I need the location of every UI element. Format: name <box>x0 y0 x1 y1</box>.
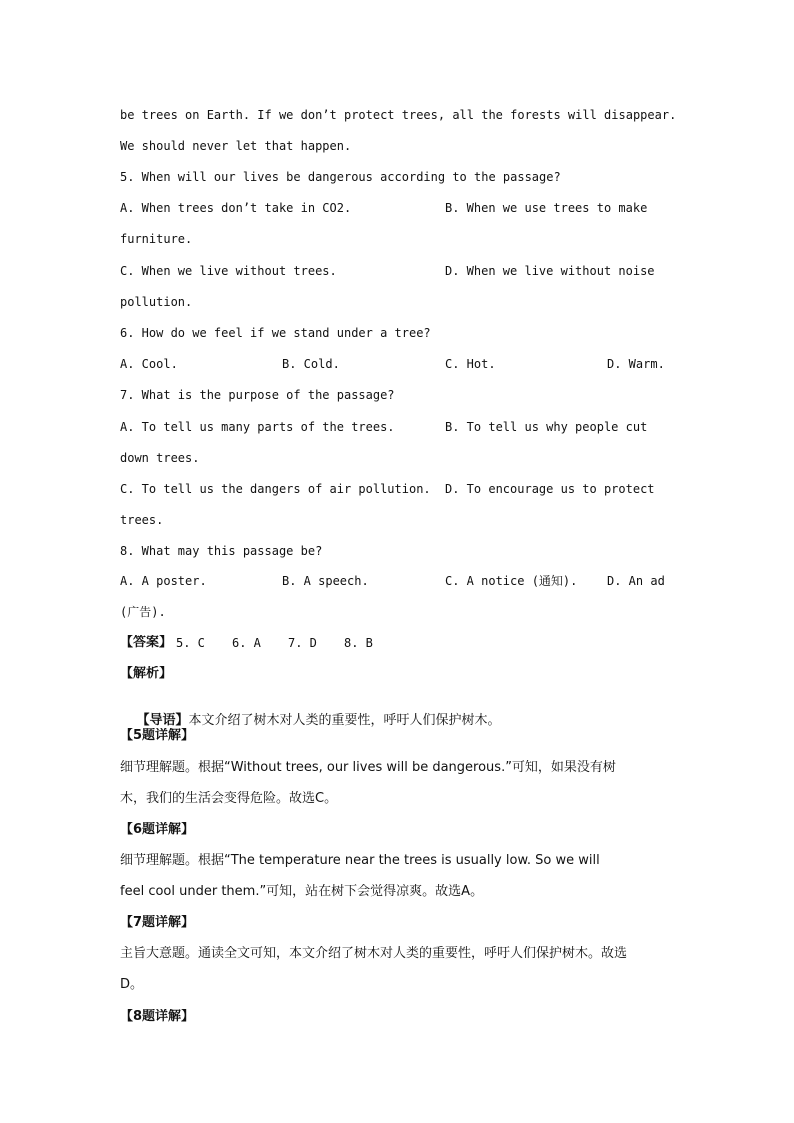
passage-line: We should never let that happen. <box>120 139 352 153</box>
guide-label: 【导语】 <box>136 713 189 728</box>
option-c: C. When we live without trees. <box>120 264 337 278</box>
question-5-stem: 5. When will our lives be dangerous according to the passage? <box>120 170 561 184</box>
answer-item: 8. B <box>344 636 373 650</box>
option-b: B. A speech. <box>282 574 369 588</box>
detail-5-heading: 【5题详解】 <box>120 728 195 743</box>
detail-8-heading: 【8题详解】 <box>120 1009 195 1024</box>
option-d: D. To encourage us to protect <box>445 482 655 496</box>
detail-7-line: D。 <box>120 977 144 992</box>
option-b-continued: furniture. <box>120 232 193 246</box>
option-a: A. When trees don’t take in CO2. <box>120 201 352 215</box>
option-b: B. To tell us why people cut <box>445 420 648 434</box>
answer-item: 7. D <box>288 636 317 650</box>
option-d-continued: pollution. <box>120 295 193 309</box>
option-d: D. Warm. <box>607 357 665 371</box>
detail-7-line: 主旨大意题。通读全文可知，本文介绍了树木对人类的重要性，呼吁人们保护树木。故选 <box>120 946 628 961</box>
option-c: C. To tell us the dangers of air pollution. <box>120 482 431 496</box>
passage-line: be trees on Earth. If we don’t protect trees, all the forests will disappear. <box>120 108 677 122</box>
detail-6-line: 细节理解题。根据“The temperature near the trees is usually low. So we will <box>120 853 600 868</box>
answer-item: 5. C <box>176 636 205 650</box>
answer-label: 【答案】 <box>120 635 173 650</box>
option-a: A. Cool. <box>120 357 178 371</box>
detail-6-heading: 【6题详解】 <box>120 822 195 837</box>
option-d: D. When we live without noise <box>445 264 655 278</box>
detail-6-line: feel cool under them.”可知，站在树下会觉得凉爽。故选A。 <box>120 884 484 899</box>
option-d-continued: trees. <box>120 513 164 527</box>
guide-text: 本文介绍了树木对人类的重要性，呼吁人们保护树木。 <box>188 713 501 728</box>
option-d: D. An ad <box>607 574 665 588</box>
detail-5-line: 木，我们的生活会变得危险。故选C。 <box>120 791 338 806</box>
option-c: C. A notice (通知). <box>445 574 578 588</box>
option-d-continued: (广告). <box>120 605 166 619</box>
option-a: A. A poster. <box>120 574 207 588</box>
option-c: C. Hot. <box>445 357 496 371</box>
option-b: B. When we use trees to make <box>445 201 648 215</box>
answer-item: 6. A <box>232 636 261 650</box>
analysis-heading: 【解析】 <box>120 666 173 681</box>
option-b-continued: down trees. <box>120 451 200 465</box>
question-8-stem: 8. What may this passage be? <box>120 544 323 558</box>
question-7-stem: 7. What is the purpose of the passage? <box>120 388 395 402</box>
option-b: B. Cold. <box>282 357 340 371</box>
question-6-stem: 6. How do we feel if we stand under a tree? <box>120 326 431 340</box>
detail-5-line: 细节理解题。根据“Without trees, our lives will be dangerous.”可知，如果没有树 <box>120 760 616 775</box>
detail-7-heading: 【7题详解】 <box>120 915 195 930</box>
option-a: A. To tell us many parts of the trees. <box>120 420 395 434</box>
